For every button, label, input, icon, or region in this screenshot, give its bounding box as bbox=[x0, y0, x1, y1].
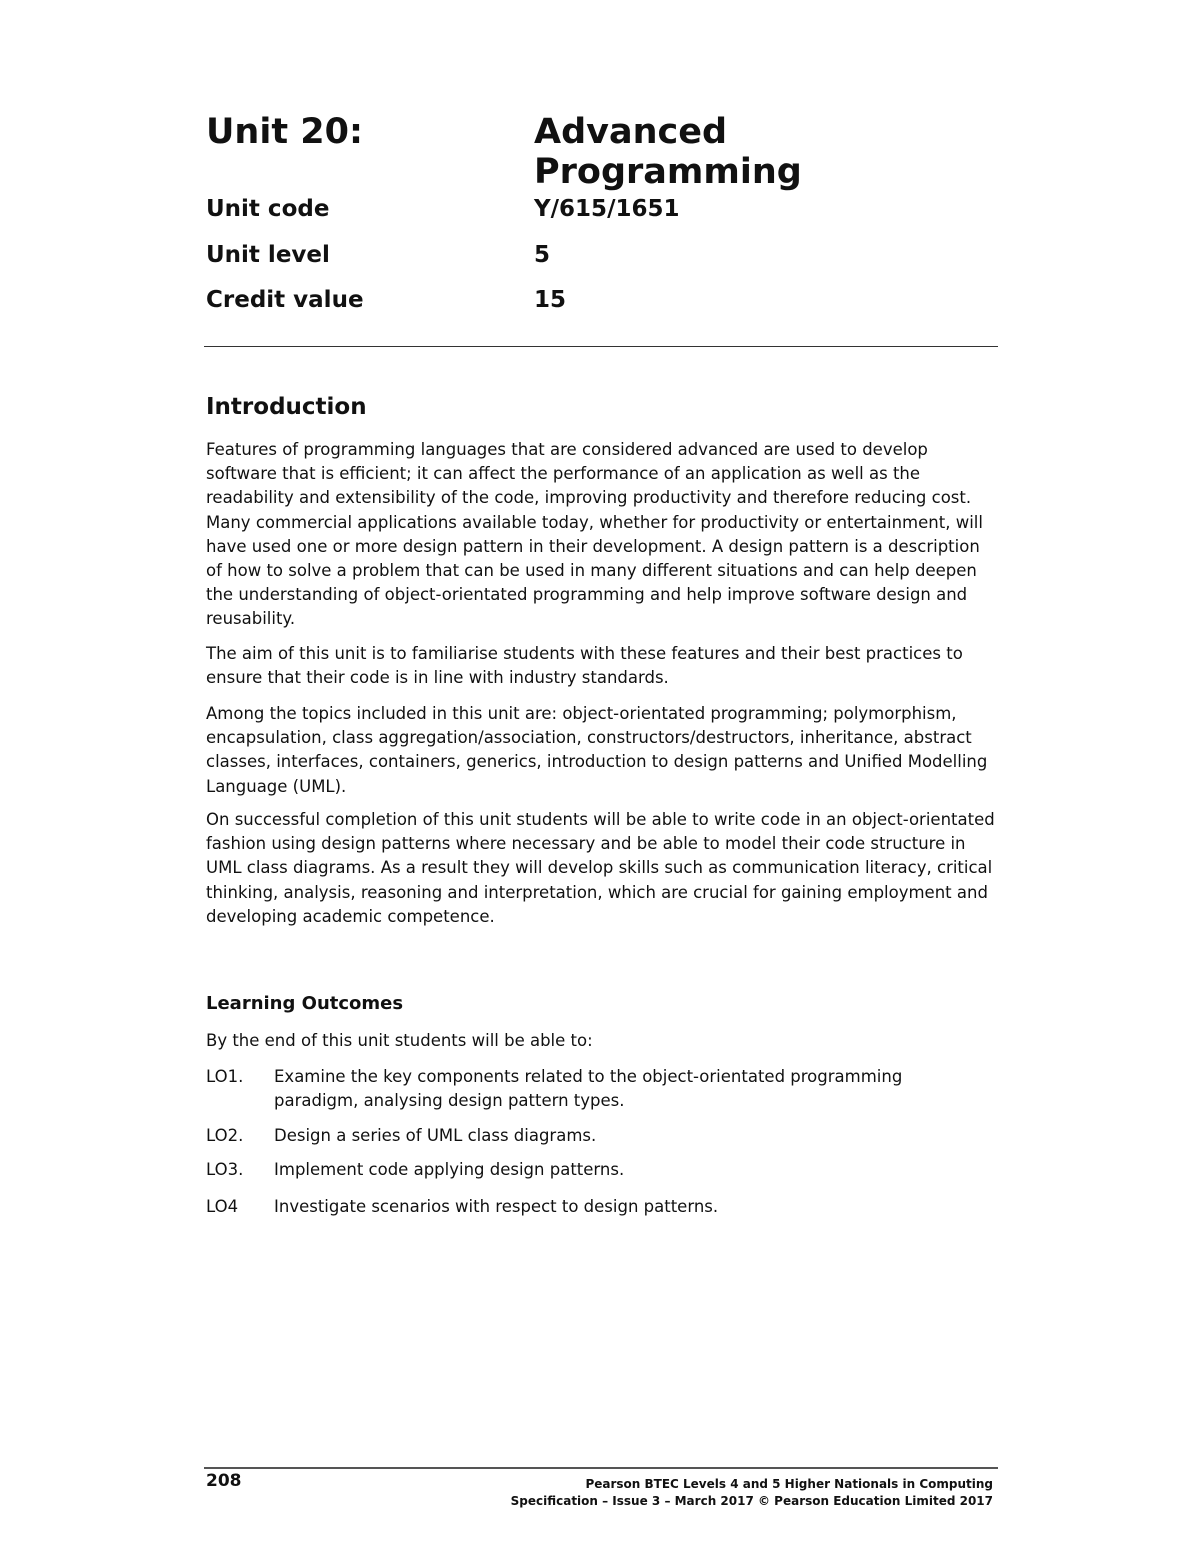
unit-level-row bbox=[206, 242, 1006, 276]
unit-level-label: Unit level bbox=[206, 242, 330, 268]
header-divider bbox=[204, 346, 998, 347]
unit-number: Unit 20: bbox=[206, 112, 363, 152]
learning-outcome-code: LO3. bbox=[206, 1160, 244, 1179]
footer-publication-title: Pearson BTEC Levels 4 and 5 Higher Nationals in Computing bbox=[585, 1477, 993, 1491]
learning-outcome-text: Investigate scenarios with respect to design patterns. bbox=[274, 1197, 719, 1216]
learning-outcome-text: Implement code applying design patterns. bbox=[274, 1160, 625, 1179]
footer-specification-info: Specification – Issue 3 – March 2017 © Pearson Education Limited 2017 bbox=[510, 1494, 993, 1508]
introduction-paragraph: On successful completion of this unit students will be able to write code in an object-orientated fashion using design patterns where necessary and be able to model their code structure in UML class diagrams. As a result they will develop skills such as communication literacy, critical thinking, analysis, reasoning and interpretation, which are crucial for gaining employment and developing academic competence. bbox=[206, 810, 995, 926]
footer-divider bbox=[204, 1467, 998, 1469]
page-number: 208 bbox=[206, 1471, 242, 1491]
unit-title: Advanced Programming bbox=[534, 112, 802, 192]
unit-code-value: Y/615/1651 bbox=[534, 196, 680, 222]
learning-outcomes-heading: Learning Outcomes bbox=[206, 993, 404, 1014]
introduction-paragraph: The aim of this unit is to familiarise students with these features and their best practices to ensure that their code is in line with industry standards. bbox=[206, 644, 963, 688]
credit-value-row bbox=[206, 287, 1006, 321]
learning-outcome-code: LO4 bbox=[206, 1197, 239, 1216]
unit-title-row bbox=[206, 112, 1006, 192]
learning-outcome-code: LO1. bbox=[206, 1067, 244, 1086]
unit-code-row bbox=[206, 196, 1006, 230]
introduction-heading: Introduction bbox=[206, 394, 367, 420]
learning-outcome-text: Design a series of UML class diagrams. bbox=[274, 1126, 597, 1145]
credit-value-value: 15 bbox=[534, 287, 567, 313]
learning-outcomes-intro: By the end of this unit students will be able to: bbox=[206, 1031, 593, 1050]
introduction-paragraph: Features of programming languages that are considered advanced are used to develop software that is efficient; it can affect the performance of an application as well as the readability and extensibility of the code, improving productivity and therefore reducing cost. Many commercial applications available today, whether for productivity or entertainment, will have used one or more design pattern in their development. A design pattern is a description of how to solve a problem that can be used in many different situations and can help deepen the understanding of object-orientated programming and help improve software design and reusability. bbox=[206, 440, 983, 629]
introduction-paragraph: Among the topics included in this unit are: object-orientated programming; polymorphism, encapsulation, class aggregation/association, constructors/destructors, inheritance, abstract classes, interfaces, containers, generics, introduction to design patterns and Unified Modelling Language (UML). bbox=[206, 704, 988, 796]
unit-level-value: 5 bbox=[534, 242, 551, 268]
learning-outcome-code: LO2. bbox=[206, 1126, 244, 1145]
learning-outcome-text: Examine the key components related to the object-orientated programming paradigm, analysing design pattern types. bbox=[274, 1067, 903, 1111]
credit-value-label: Credit value bbox=[206, 287, 364, 313]
unit-code-label: Unit code bbox=[206, 196, 330, 222]
